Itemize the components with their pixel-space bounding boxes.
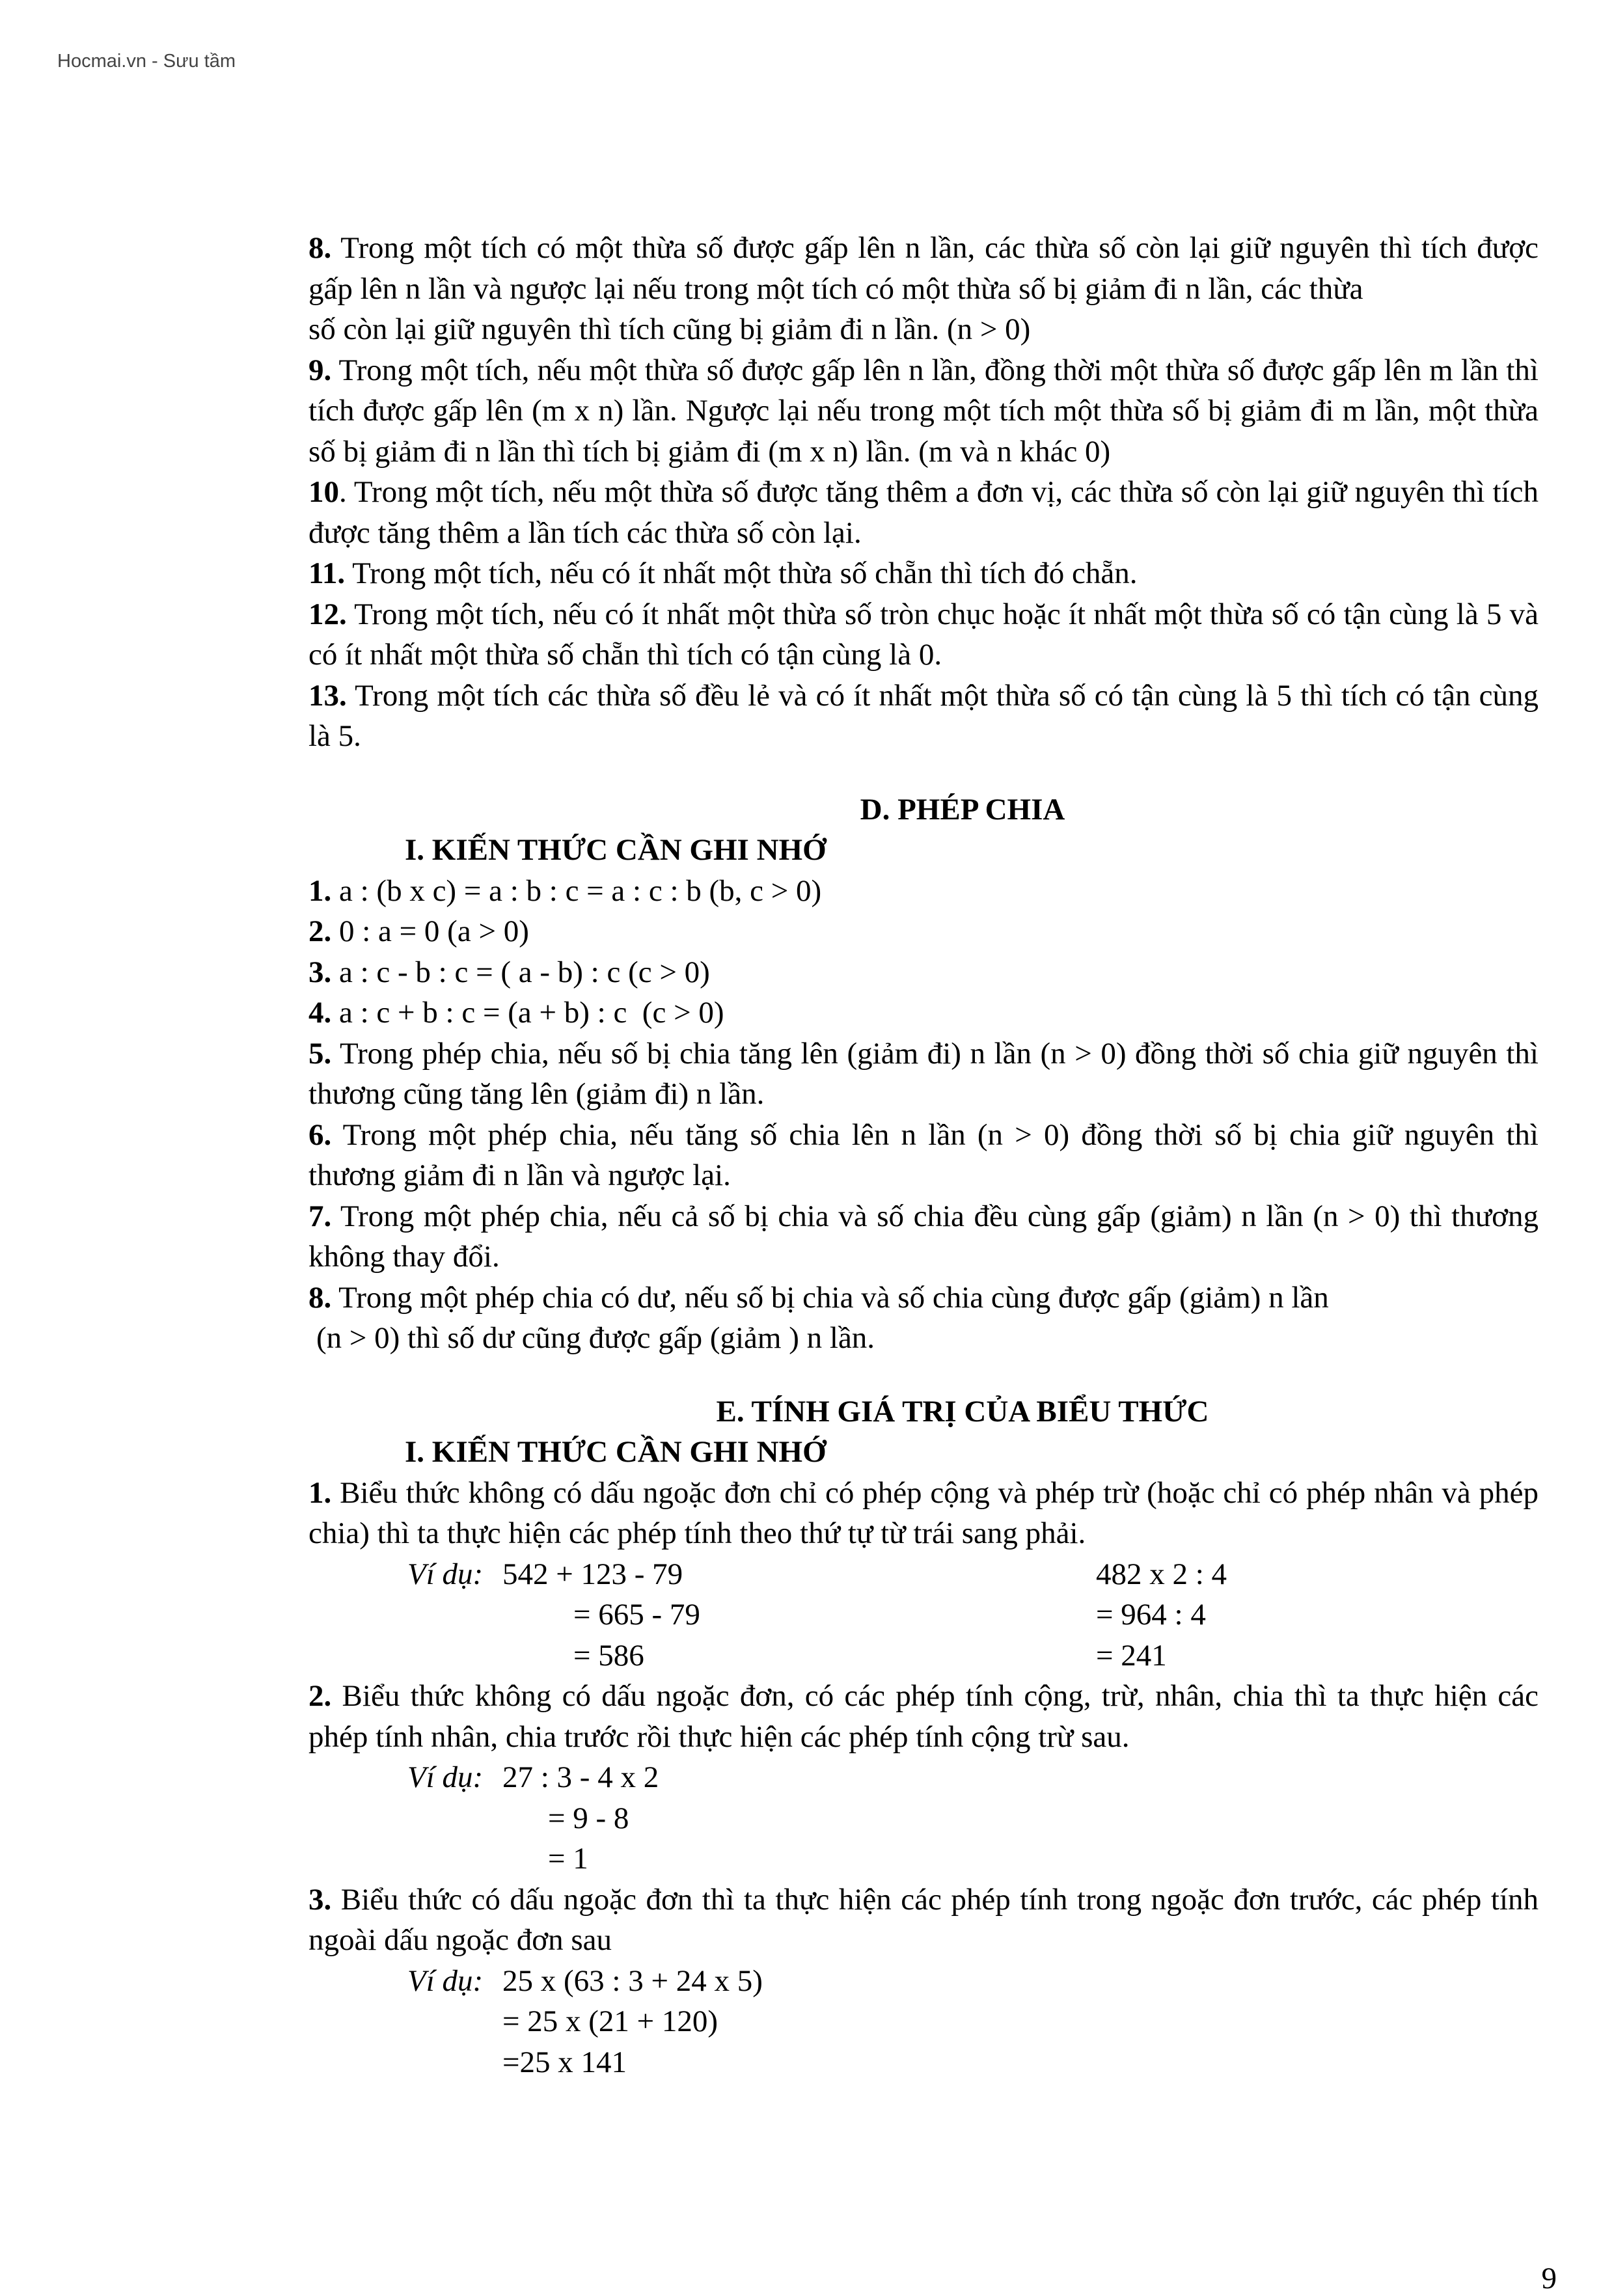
rule-e3: 3. Biểu thức có dấu ngoặc đơn thì ta thực hiện các phép tính trong ngoặc đơn trước, các phép tính ngoài dấu ngoặc đơn sau [308,1882,1539,1957]
rule-d5: 5. Trong phép chia, nếu số bị chia tăng lên (giảm đi) n lần (n > 0) đồng thời số chia giữ nguyên thì thương cũng tăng lên (giảm đi) n lần. [308,1036,1539,1111]
rule-d1: 1. a : (b x c) = a : b : c = a : c : b (b, c > 0) [308,873,822,908]
rule-c11: 11. Trong một tích, nếu có ít nhất một thừa số chẵn thì tích đó chẵn. [308,556,1138,590]
example-1-right-line-2: = 964 : 4 [1096,1598,1206,1632]
rule-e2: 2. Biểu thức không có dấu ngoặc đơn, có các phép tính cộng, trừ, nhân, chia thì ta thực hiện các phép tính nhân, chia trước rồi thực hiện các phép tính cộng trừ sau. [308,1679,1539,1754]
rule-e1: 1. Biểu thức không có dấu ngoặc đơn chỉ có phép cộng và phép trừ (hoặc chỉ có phép nhân và phép chia) thì ta thực hiện các phép tính theo thứ tự từ trái sang phải. [308,1475,1539,1550]
page-number: 9 [1541,2262,1557,2295]
rule-d4: 4. a : c + b : c = (a + b) : c (c > 0) [308,996,724,1030]
example-2-row-3 [308,1838,1539,1879]
example-label: Ví dụ: [407,1760,484,1794]
example-1-right-line-1: 482 x 2 : 4 [1096,1557,1227,1591]
section-d-title: D. PHÉP CHIA [860,792,1065,827]
rule-d8: 8. Trong một phép chia có dư, nếu số bị chia và số chia cùng được gấp (giảm) n lần [308,1280,1329,1315]
section-e-title: E. TÍNH GIÁ TRỊ CỦA BIỂU THỨC [716,1394,1209,1428]
example-1-row-1 [308,1554,1539,1595]
example-1-left-line-2: = 665 - 79 [573,1598,700,1632]
example-3-row-1 [308,1961,1539,2002]
rule-c8: 8. Trong một tích có một thừa số được gấp lên n lần, các thừa số còn lại giữ nguyên thì tích được gấp lên n lần và ngược lại nếu trong một tích có một thừa số bị giảm đi n lần, các thừa [308,231,1539,306]
example-2-line-2: = 9 - 8 [548,1801,629,1835]
rule-d6: 6. Trong một phép chia, nếu tăng số chia lên n lần (n > 0) đồng thời số bị chia giữ nguyên thì thương giảm đi n lần và ngược lại. [308,1117,1539,1192]
watermark: Hocmai.vn - Sưu tầm [57,51,236,72]
rule-c8-cont: số còn lại giữ nguyên thì tích cũng bị giảm đi n lần. (n > 0) [308,312,1031,346]
rule-d8-cont: (n > 0) thì số dư cũng được gấp (giảm ) n lần. [316,1321,875,1355]
example-1-left-line-3: = 586 [573,1638,644,1673]
example-label: Ví dụ: [407,1557,484,1591]
section-d-subtitle: I. KIẾN THỨC CẦN GHI NHỚ [405,833,827,867]
example-1-right-line-3: = 241 [1096,1638,1167,1673]
example-1-row-3 [308,1635,1539,1676]
example-3-line-1: 25 x (63 : 3 + 24 x 5) [502,1963,763,1998]
example-3-row-2 [308,2001,1539,2042]
rule-d3: 3. a : c - b : c = ( a - b) : c (c > 0) [308,955,710,989]
rule-d7: 7. Trong một phép chia, nếu cả số bị chia và số chia đều cùng gấp (giảm) n lần (n > 0) thì thương không thay đổi. [308,1199,1539,1274]
rule-d2: 2. 0 : a = 0 (a > 0) [308,914,529,948]
example-3-row-3 [308,2042,1539,2083]
document-body [308,228,1539,2083]
example-1-row-2 [308,1594,1539,1635]
example-2-row-2 [308,1798,1539,1839]
example-2-row-1 [308,1757,1539,1798]
section-e-subtitle: I. KIẾN THỨC CẦN GHI NHỚ [405,1435,827,1469]
example-label: Ví dụ: [407,1963,484,1998]
example-2-line-1: 27 : 3 - 4 x 2 [502,1760,659,1794]
rule-c9: 9. Trong một tích, nếu một thừa số được gấp lên n lần, đồng thời một thừa số được gấp lên m lần thì tích được gấp lên (m x n) lần. Ngược lại nếu trong một tích một thừa số bị giảm đi m lần, một thừa số bị giảm đi n lần thì tích bị giảm đi (m x n) lần. (m và n khác 0) [308,353,1539,469]
rule-c12: 12. Trong một tích, nếu có ít nhất một thừa số tròn chục hoặc ít nhất một thừa số có tận cùng là 5 và có ít nhất một thừa số chẵn thì tích có tận cùng là 0. [308,597,1539,672]
example-3-line-2: = 25 x (21 + 120) [502,2004,718,2038]
example-1-left-line-1: 542 + 123 - 79 [502,1557,683,1591]
example-3-line-3: =25 x 141 [502,2045,627,2079]
rule-c10: 10. Trong một tích, nếu một thừa số được tăng thêm a đơn vị, các thừa số còn lại giữ nguyên thì tích được tăng thêm a lần tích các thừa số còn lại. [308,475,1539,550]
example-2-line-3: = 1 [548,1842,588,1876]
rule-c13: 13. Trong một tích các thừa số đều lẻ và có ít nhất một thừa số có tận cùng là 5 thì tích có tận cùng là 5. [308,678,1539,753]
